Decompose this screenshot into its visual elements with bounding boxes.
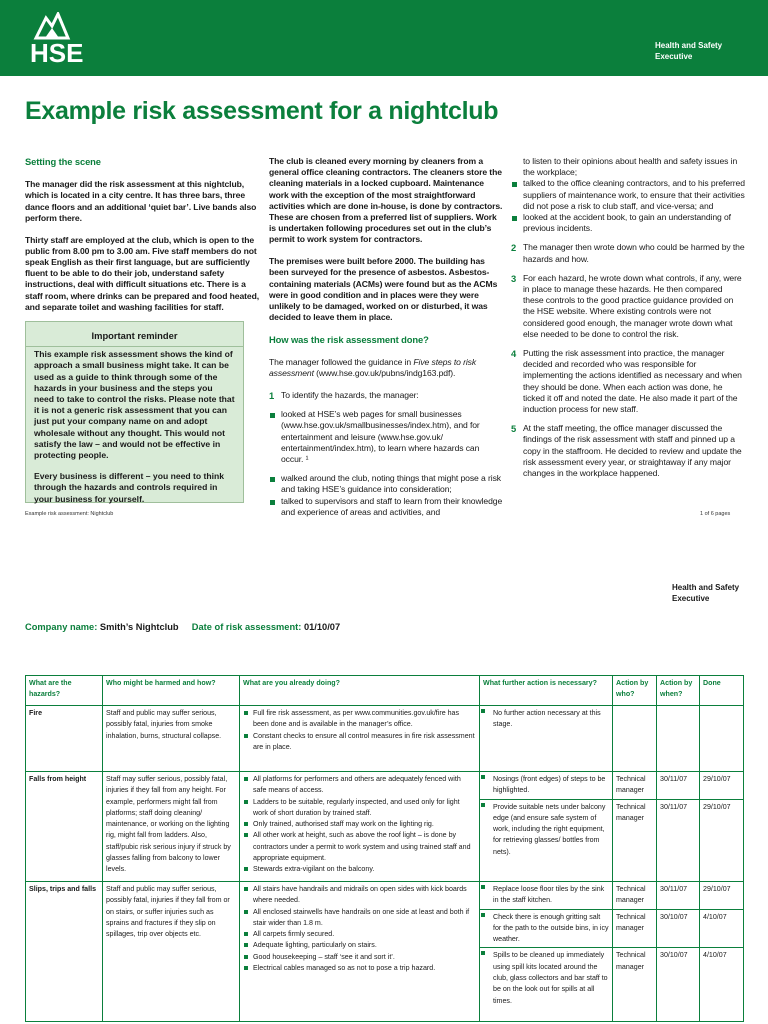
action-value: 29/10/07 bbox=[700, 882, 743, 910]
column-how-done bbox=[269, 156, 503, 518]
paragraph: The manager followed the guidance in Five steps to risk assessment (www.hse.gov.uk/pubns/indg163.pdf). bbox=[269, 357, 477, 379]
numbered-step: 5 At the staff meeting, the office manager discussed the findings of the risk assessment with staff and pinned up a copy in the staffroom. He decided to review and update the risk assessment every year, or straightaway if any major changes in the workplace happened. bbox=[511, 423, 742, 479]
action-item: No further action necessary at this stage. bbox=[480, 706, 612, 733]
action-value: 29/10/07 bbox=[700, 772, 743, 800]
action-value: Technical manager bbox=[613, 772, 656, 800]
bullet-item: talked to the office cleaning contractors, and to his preferred suppliers of maintenance work, to ensure that their activities did not pose a risk to club staff, and vice-versa; and bbox=[511, 178, 745, 212]
control-item: Stewards extra-vigilant on the balcony. bbox=[243, 864, 476, 875]
current-controls-cell bbox=[240, 772, 480, 882]
page-title: Example risk assessment for a nightclub bbox=[25, 97, 499, 125]
action-by-when-cell bbox=[657, 772, 700, 882]
hse-logo-text: HSE bbox=[30, 38, 84, 68]
bullet-item: walked around the club, noting things that might pose a risk and taking HSE’s guidance into consideration; bbox=[269, 473, 503, 495]
control-item: All platforms for performers and others are adequately fenced with safe means of access. bbox=[243, 774, 476, 797]
bullet-item: talked to supervisors and staff to learn from their knowledge and experience of areas and activities, and bbox=[269, 496, 503, 518]
date-value: 01/10/07 bbox=[303, 622, 341, 632]
column-header: Action by when? bbox=[657, 676, 700, 706]
control-item: All enclosed stairwells have handrails on one side at least and both if stair wider than 1.8 m. bbox=[243, 907, 476, 930]
paragraph: Every business is different – you need to think through the hazards and controls required in your business for yourself. bbox=[34, 471, 225, 504]
step-number: 1 bbox=[269, 389, 275, 401]
action-value: 30/11/07 bbox=[657, 772, 699, 800]
company-info bbox=[25, 622, 340, 632]
done-cell bbox=[700, 882, 744, 1022]
numbered-step: 4 Putting the risk assessment into practice, the manager decided and recorded who was responsible for implementing the actions identified as necessary and when they should be done. When each action was done, he ticked it off and noted the date. He also made it part of the induction process for new staff. bbox=[511, 348, 742, 415]
action-value: Technical manager bbox=[613, 910, 656, 949]
company-label: Company name: bbox=[25, 622, 98, 632]
paragraph: The manager did the risk assessment at this nightclub, which is located in a city centre. It has three bars, three dance floors and an additional ‘quiet bar’. Live bands also perform there. bbox=[25, 179, 257, 223]
hse-logo-mark-icon bbox=[32, 12, 72, 40]
reminder-heading: Important reminder bbox=[91, 330, 178, 341]
continued-text: to listen to their opinions about health and safety issues in the workplace; bbox=[523, 156, 738, 178]
action-item: Replace loose floor tiles by the sink in the staff kitchen. bbox=[480, 882, 612, 910]
column-header: Done bbox=[700, 676, 744, 706]
section-heading: How was the risk assessment done? bbox=[269, 333, 429, 345]
numbered-step: 2 The manager then wrote down who could be harmed by the hazards and how. bbox=[511, 242, 745, 264]
further-action-cell bbox=[480, 772, 613, 882]
control-item: All stairs have handrails and midrails on open sides with kick boards where needed. bbox=[243, 884, 476, 907]
column-header: Who might be harmed and how? bbox=[103, 676, 240, 706]
action-value: 30/10/07 bbox=[660, 951, 688, 960]
footer-page-number: 1 of 6 pages bbox=[700, 511, 731, 517]
table-row bbox=[26, 706, 744, 772]
section-heading: Setting the scene bbox=[25, 156, 101, 167]
who-harmed-cell: Staff and public may suffer serious, possibly fatal, injuries from smoke inhalation, burns, structural collapse. bbox=[103, 706, 240, 772]
action-by-who-cell bbox=[613, 772, 657, 882]
table-row bbox=[26, 882, 744, 1022]
step-number: 3 bbox=[511, 272, 517, 284]
hazard-cell: Slips, trips and falls bbox=[26, 882, 103, 1022]
divider bbox=[26, 346, 243, 347]
footer-doc-title: Example risk assessment: Nightclub bbox=[25, 511, 114, 517]
date-label: Date of risk assessment: bbox=[191, 622, 302, 632]
bullet-item: looked at the accident book, to gain an understanding of previous incidents. bbox=[511, 212, 745, 234]
action-value bbox=[613, 706, 656, 733]
paragraph: This example risk assessment shows the kind of approach a small business might take. It can be used as a guide to think through some of the hazards in your business and the steps you need to take to control the risks. Please note that it is not a generic risk assessment that you can just put your company name on and adopt wholesale without any thought. This would not satisfy the law – and would not be effective in protecting people. bbox=[34, 349, 235, 461]
control-item: Good housekeeping – staff ‘see it and sort it’. bbox=[243, 952, 476, 963]
action-value: Technical manager bbox=[616, 951, 646, 971]
action-item: Nosings (front edges) of steps to be highlighted. bbox=[480, 772, 612, 800]
action-value bbox=[657, 706, 699, 733]
column-header: What are you already doing? bbox=[240, 676, 480, 706]
step-number: 4 bbox=[511, 348, 517, 360]
control-item: Full fire risk assessment, as per www.communities.gov.uk/fire has been done and is available in the manager’s office. bbox=[243, 708, 476, 731]
column-header: What are the hazards? bbox=[26, 676, 103, 706]
done-cell bbox=[700, 772, 744, 882]
column-setting-scene bbox=[25, 156, 263, 323]
company-value: Smith’s Nightclub bbox=[99, 622, 179, 632]
org-name: Health and Safety Executive bbox=[655, 41, 723, 61]
paragraph: The premises were built before 2000. The building has been surveyed for the presence of asbestos. Asbestos-containing materials (ACMs) were found but as the ACMs were in good condition and in places were they were unlikely to be damaged, worked on or disturbed, it was decided to leave them in place. bbox=[269, 256, 498, 323]
action-item: Provide suitable nets under balcony edge (and ensure safe system of work, including the right equipment, for retrieving glasses/ bottles from nets). bbox=[480, 800, 612, 860]
action-value: Technical manager bbox=[613, 882, 656, 910]
action-item: Check there is enough gritting salt for the path to the outside bins, in icy weather. bbox=[480, 910, 612, 949]
action-value: 4/10/07 bbox=[703, 951, 727, 960]
current-controls-cell bbox=[240, 882, 480, 1022]
hazard-cell: Falls from height bbox=[26, 772, 103, 882]
control-item: Constant checks to ensure all control measures in fire risk assessment are in place. bbox=[243, 731, 476, 754]
control-item: Ladders to be suitable, regularly inspected, and used only for light work of short duration by trained staff. bbox=[243, 797, 476, 820]
further-action-cell bbox=[480, 882, 613, 1022]
action-value: 29/10/07 bbox=[703, 802, 731, 811]
done-cell bbox=[700, 706, 744, 772]
action-value: 30/11/07 bbox=[660, 802, 688, 811]
action-value: 4/10/07 bbox=[700, 910, 743, 949]
action-value: Technical manager bbox=[616, 802, 646, 822]
action-by-when-cell bbox=[657, 882, 700, 1022]
column-header: Action by who? bbox=[613, 676, 657, 706]
control-item: All carpets firmly secured. bbox=[243, 929, 476, 940]
table-header-row bbox=[26, 676, 744, 706]
control-item: Electrical cables managed so as not to pose a trip hazard. bbox=[243, 963, 476, 974]
paragraph: Thirty staff are employed at the club, which is open to the public from 8.00 pm to 3.00 am. Five staff members do not speak English as their first language, but are sufficiently fluent to be able to do their job, understand safety instructions, deal with difficult situations etc. There is a staff room, where drinks can be prepared and food heated, and separate toilet and washing facilities for staff. bbox=[25, 234, 260, 312]
column-steps bbox=[511, 156, 745, 487]
control-item: Only trained, authorised staff may work on the lighting rig. bbox=[243, 819, 476, 830]
step-number: 2 bbox=[511, 242, 517, 254]
action-value: 30/11/07 bbox=[657, 882, 699, 910]
numbered-step: 3 For each hazard, he wrote down what controls, if any, were in place to manage these hazards. He then compared these controls to the good practice guidance provided on the HSE website. Where existing controls were not considered good enough, the manager wrote down what else needed to be done to control the risk. bbox=[511, 272, 742, 339]
control-item: Adequate lighting, particularly on stairs. bbox=[243, 940, 476, 951]
header-band bbox=[0, 0, 768, 76]
further-action-cell bbox=[480, 706, 613, 772]
action-by-when-cell bbox=[657, 706, 700, 772]
risk-assessment-table bbox=[25, 675, 744, 1022]
action-by-who-cell bbox=[613, 882, 657, 1022]
current-controls-cell bbox=[240, 706, 480, 772]
action-item: Spills to be cleaned up immediately using spill kits located around the club, glass collectors and bar staff to be on the look out for spills at all times. bbox=[480, 948, 612, 1008]
action-value bbox=[700, 706, 743, 733]
action-by-who-cell bbox=[613, 706, 657, 772]
who-harmed-cell: Staff and public may suffer serious, possibly fatal, injuries if they fall from or on stairs, or suffer injuries such as sprains and fractures if they slip on spillages, trip over objects etc. bbox=[103, 882, 240, 1022]
numbered-step: 1 To identify the hazards, the manager: bbox=[269, 389, 419, 401]
who-harmed-cell: Staff may suffer serious, possibly fatal, injuries if they fall from any height. For example, performers might fall from platforms; staff doing cleaning/ maintenance, or working on the lighting rig, might fall from ladders. Also, staff/pubic risk serious injury if struck by glasses falling from balcony to lower levels. bbox=[103, 772, 240, 882]
step-number: 5 bbox=[511, 423, 517, 435]
paragraph: The club is cleaned every morning by cleaners from a general office cleaning contractors. The cleaners store the cleaning materials in a locked cupboard. Maintenance work with the exception of the most straightforward activities which are done in-house, is done by contractors. These are chosen from a preferred list of suppliers. Work is undertaken following procedures set out in the club’s permit to work system for contractors. bbox=[269, 156, 503, 245]
important-reminder-box bbox=[25, 321, 244, 503]
action-value: 30/10/07 bbox=[657, 910, 699, 949]
table-row bbox=[26, 772, 744, 882]
hazard-cell: Fire bbox=[26, 706, 103, 772]
hse-logo bbox=[30, 12, 82, 66]
bullet-item: looked at HSE’s web pages for small businesses (www.hse.gov.uk/smallbusinesses/index.htm), and for entertainment and leisure (www.hse.gov.uk/ entertainment/index.htm), to learn where hazards can occur. ¹ bbox=[269, 409, 503, 465]
control-item: All other work at height, such as above the roof light – is done by contractors under a permit to work system and using trained staff and appropriate equipment. bbox=[243, 830, 476, 864]
org-name: Health and Safety Executive bbox=[672, 583, 740, 603]
column-header: What further action is necessary? bbox=[480, 676, 613, 706]
